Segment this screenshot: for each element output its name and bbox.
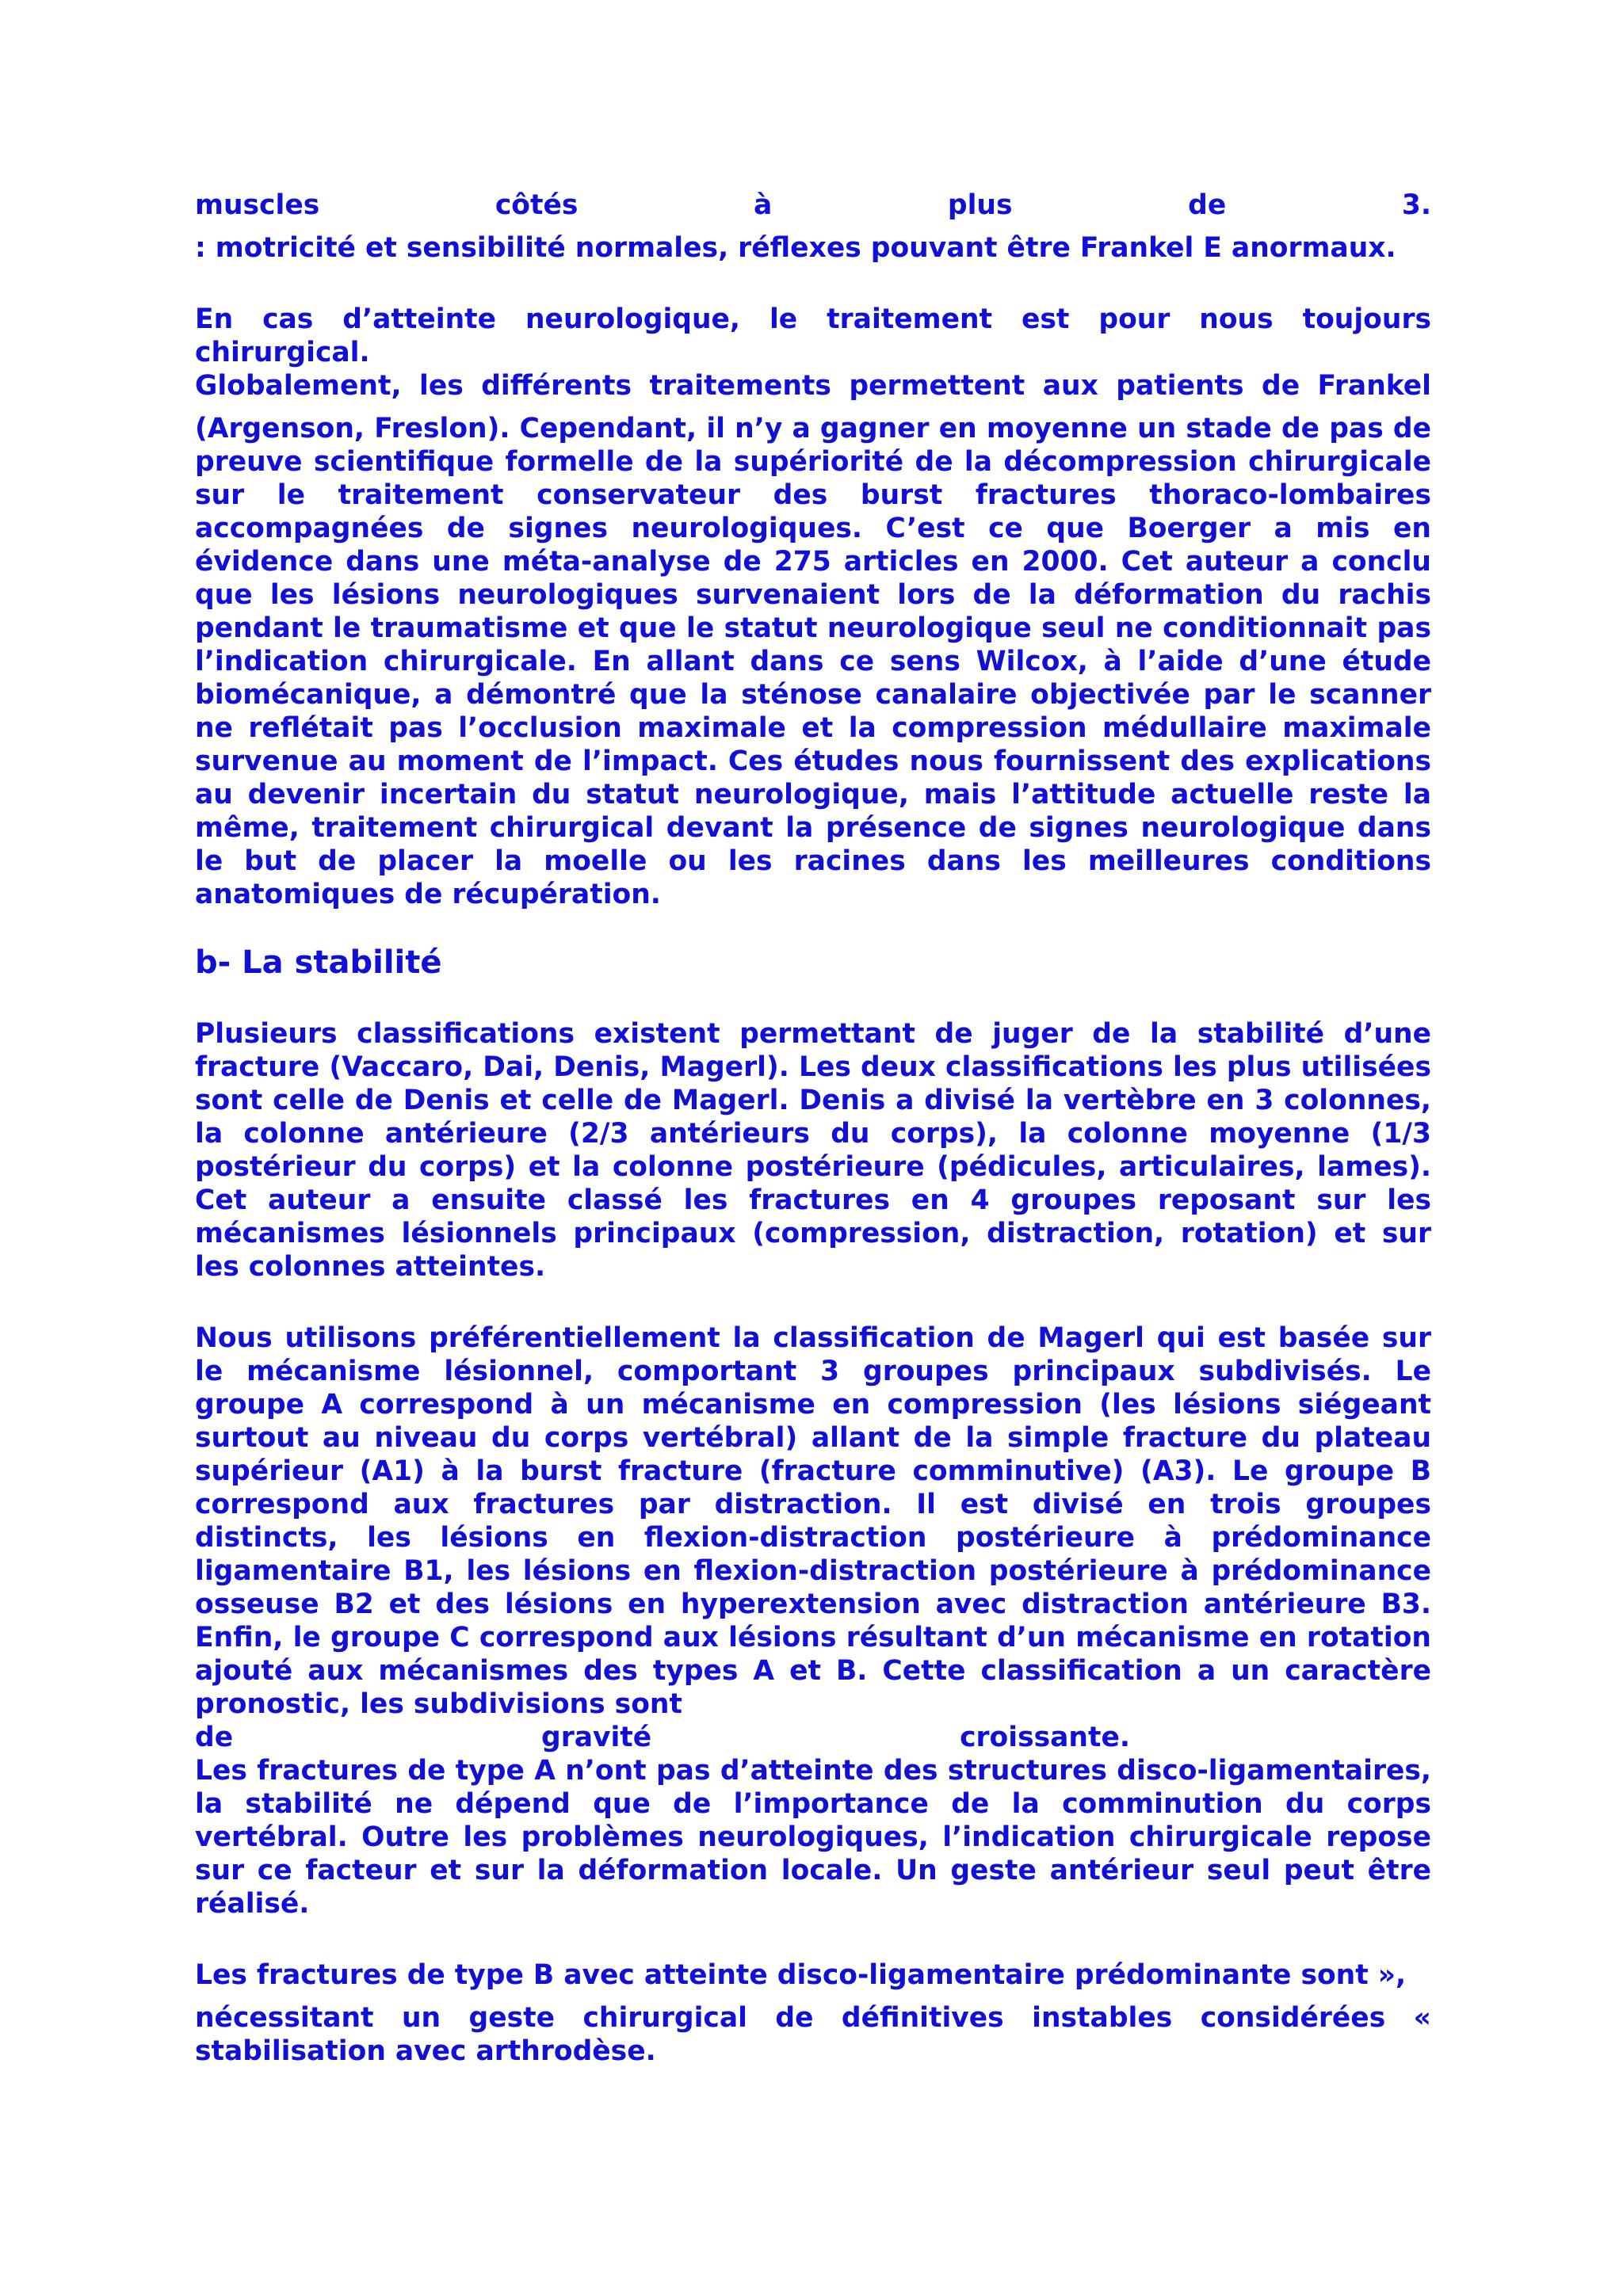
- word: chirurgical: [582, 2002, 747, 2034]
- type-b-line1: Les fractures de type B avec atteinte disco-ligamentaire prédominante sont »,: [195, 1959, 1407, 1991]
- word: instables: [1032, 2002, 1173, 2034]
- magerl-spread-line: [195, 1721, 1431, 1754]
- word: nécessitant: [195, 2002, 374, 2034]
- word: plus: [947, 189, 1013, 221]
- intro-spread-line: [195, 189, 1431, 222]
- word: à: [754, 189, 773, 221]
- type-b-spread-line: [195, 2001, 1431, 2035]
- neuro-paragraph-line1: En cas d’atteinte neurologique, le traitement est pour nous toujours chirurgical.: [195, 303, 1431, 368]
- word: gravité: [541, 1722, 652, 1753]
- section-heading-stability: b- La stabilité: [195, 944, 442, 981]
- word: de: [775, 2002, 814, 2034]
- word: de: [1188, 189, 1227, 221]
- type-a-paragraph: Les fractures de type A n’ont pas d’atteinte des structures disco-ligamentaires, la stabilité ne dépend que de l’importance de la comminution du corps vertébral. Outre les problèmes neurologiques, l’indication chirurgicale repose sur ce facteur et sur la déformation locale. Un geste antérieur seul peut être réalisé.: [195, 1755, 1431, 1920]
- word: geste: [468, 2002, 556, 2034]
- word: muscles: [195, 189, 320, 221]
- word: définitives: [841, 2002, 1004, 2034]
- word: «: [1413, 2002, 1431, 2034]
- neuro-paragraph: (Argenson, Freslon). Cependant, il n’y a gagner en moyenne un stade de pas de preuve scientifique formelle de la supériorité de la décompression chirurgicale sur le traitement conservateur des burst fractures thoraco-lombaires accompagnées de signes neurologiques. C’est ce que Boerger a mis en évidence dans une méta-analyse de 275 articles en 2000. Cet auteur a conclu que les lésions neurologiques survenaient lors de la déformation du rachis pendant le traumatisme et que le statut neurologique seul ne conditionnait pas l’indication chirurgicale. En allant dans ce sens Wilcox, à l’aide d’une étude biomécanique, a démontré que la sténose canalaire objectivée par le scanner ne reflétait pas l’occlusion maximale et la compression médullaire maximale survenue au moment de l’impact. Ces études nous fournissent des explications au devenir incertain du statut neurologique, mais l’attitude actuelle reste la même, traitement chirurgical devant la présence de signes neurologique dans le but de placer la moelle ou les racines dans les meilleures conditions anatomiques de récupération.: [195, 413, 1431, 910]
- classification-paragraph: Plusieurs classifications existent permettant de juger de la stabilité d’une fracture (Vaccaro, Dai, Denis, Magerl). Les deux classifications les plus utilisées sont celle de Denis et celle de Magerl. Denis a divisé la vertèbre en 3 colonnes, la colonne antérieure (2/3 antérieurs du corps), la colonne moyenne (1/3 postérieur du corps) et la colonne postérieure (pédicules, articulaires, lames). Cet auteur a ensuite classé les fractures en 4 groupes reposant sur les mécanismes lésionnels principaux (compression, distraction, rotation) et sur les colonnes atteintes.: [195, 1018, 1431, 1283]
- word: côtés: [495, 189, 579, 221]
- word: un: [401, 2002, 441, 2034]
- word: considérées: [1200, 2002, 1386, 2034]
- type-b-line3: stabilisation avec arthrodèse.: [195, 2035, 656, 2067]
- word: de: [195, 1722, 234, 1753]
- document-body: [195, 189, 1431, 2068]
- magerl-paragraph: Nous utilisons préférentiellement la classification de Magerl qui est basée sur le mécanisme lésionnel, comportant 3 groupes principaux subdivisés. Le groupe A correspond à un mécanisme en compression (les lésions siégeant surtout au niveau du corps vertébral) allant de la simple fracture du plateau supérieur (A1) à la burst fracture (fracture comminutive) (A3). Le groupe B correspond aux fractures par distraction. Il est divisé en trois groupes distincts, les lésions en flexion-distraction postérieure à prédominance ligamentaire B1, les lésions en flexion-distraction postérieure à prédominance osseuse B2 et des lésions en hyperextension avec distraction antérieure B3. Enfin, le groupe C correspond aux lésions résultant d’un mécanisme en rotation ajouté aux mécanismes des types A et B. Cette classification a un caractère pronostic, les subdivisions sont: [195, 1322, 1431, 1720]
- word: croissante.: [960, 1722, 1130, 1753]
- word: 3.: [1401, 189, 1431, 221]
- neuro-paragraph-line2: Globalement, les différents traitements permettent aux patients de Frankel: [195, 370, 1431, 402]
- intro-frankel-line: : motricité et sensibilité normales, réflexes pouvant être Frankel E anormaux.: [195, 232, 1396, 264]
